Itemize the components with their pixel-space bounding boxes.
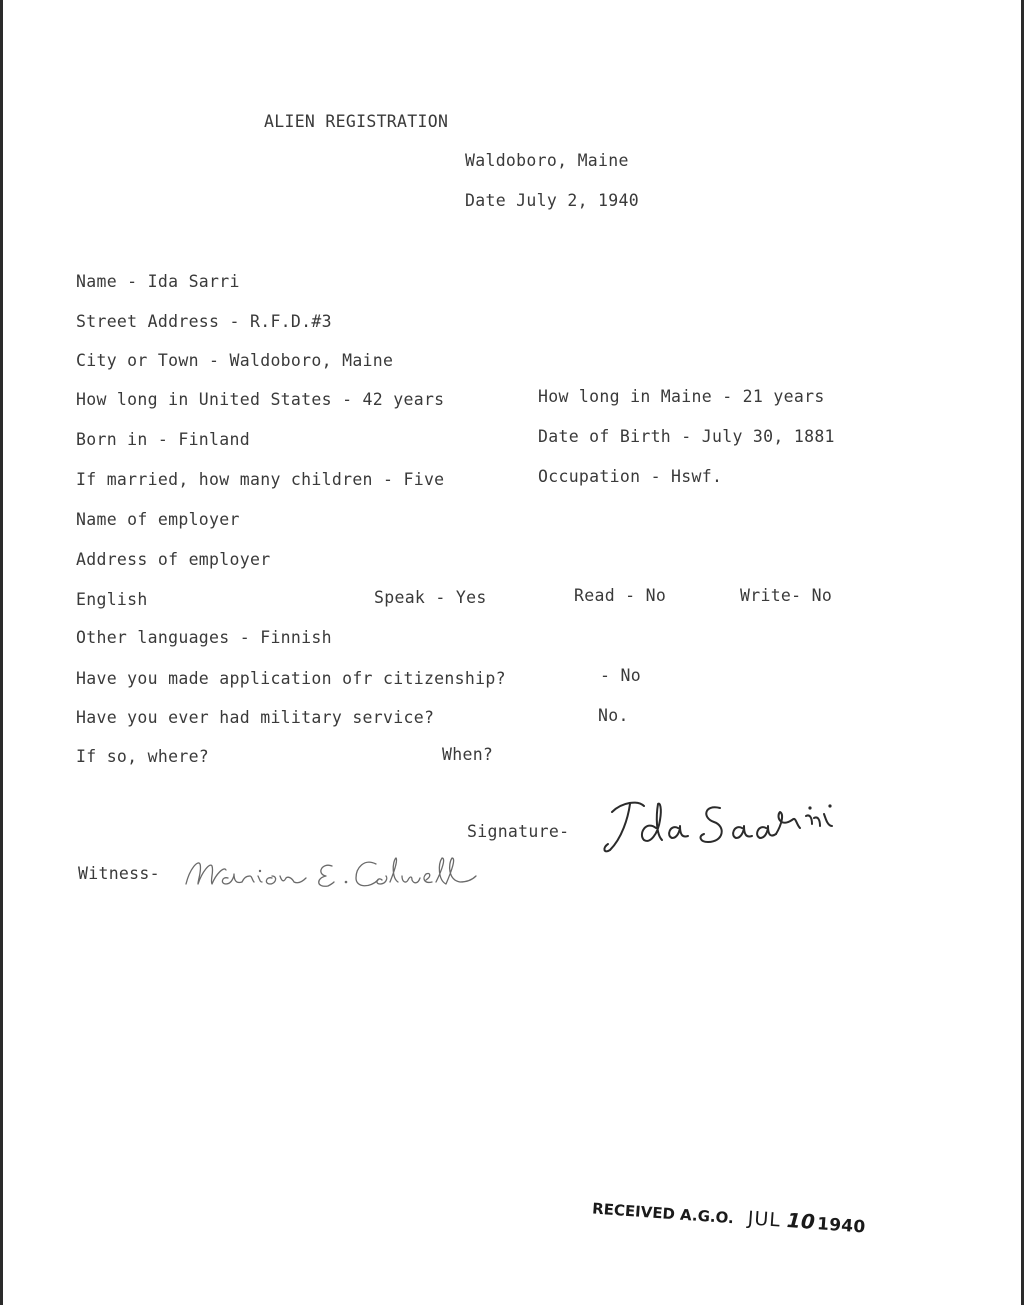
when-field: When?: [442, 745, 494, 764]
signature-label: Signature-: [467, 822, 570, 841]
employer-address-field: Address of employer: [76, 550, 271, 569]
stamp-month: JUL: [747, 1207, 782, 1232]
born-in-field: Born in - Finland: [76, 430, 250, 449]
employer-name-field: Name of employer: [76, 510, 240, 529]
received-date-stamp: [591, 1194, 866, 1237]
occupation-field: Occupation - Hswf.: [538, 467, 723, 486]
registration-place: Waldoboro, Maine: [465, 151, 629, 170]
signature-handwriting: [600, 790, 860, 860]
citizenship-question: Have you made application ofr citizenship?: [76, 669, 506, 688]
speak-field: Speak - Yes: [374, 588, 487, 607]
registration-date: Date July 2, 1940: [465, 191, 639, 210]
other-languages-field: Other languages - Finnish: [76, 628, 332, 647]
stamp-year: 1940: [816, 1214, 867, 1238]
witness-signature-handwriting: [180, 846, 480, 896]
us-duration-field: How long in United States - 42 years: [76, 390, 445, 409]
write-field: Write- No: [740, 586, 833, 605]
children-field: If married, how many children - Five: [76, 470, 445, 489]
date-of-birth-field: Date of Birth - July 30, 1881: [538, 427, 835, 446]
military-answer: No.: [598, 706, 629, 725]
military-question: Have you ever had military service?: [76, 708, 435, 727]
stamp-received: RECEIVED A.G.O.: [591, 1199, 735, 1228]
where-field: If so, where?: [76, 747, 210, 766]
stamp-day: 10: [786, 1208, 817, 1235]
city-field: City or Town - Waldoboro, Maine: [76, 351, 394, 370]
read-field: Read - No: [574, 586, 667, 605]
maine-duration-field: How long in Maine - 21 years: [538, 387, 825, 406]
name-field: Name - Ida Sarri: [76, 272, 240, 291]
english-label: English: [76, 590, 148, 609]
witness-label: Witness-: [78, 864, 160, 883]
street-address-field: Street Address - R.F.D.#3: [76, 312, 332, 331]
form-title: ALIEN REGISTRATION: [264, 112, 449, 131]
citizenship-answer: - No: [600, 666, 641, 685]
